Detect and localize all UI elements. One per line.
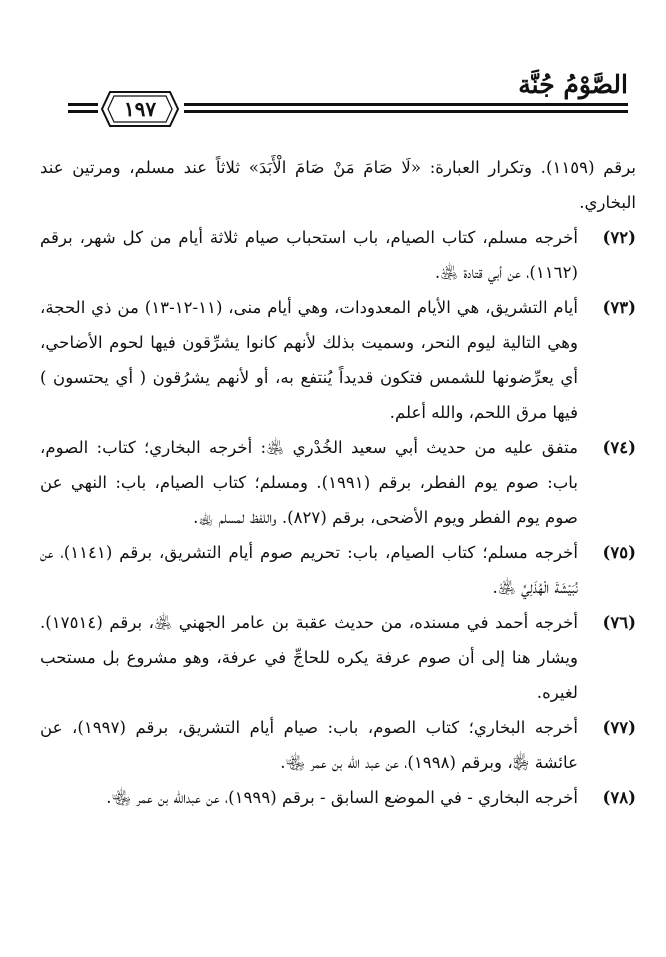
page-title: الصَّوْمُ جُنَّة bbox=[518, 70, 628, 99]
footnote-text: أخرجه أحمد في مسنده، من حديث عقبة بن عامر الجهني ﵁، برقم (١٧٥١٤). ويشار هنا إلى أن صوم عرفة يكره للحاجِّ في عرفة، وهو مشروع بل مستحب لغيره. bbox=[40, 613, 578, 702]
header-rule-left-lower bbox=[68, 110, 98, 113]
footnote-number: (٧٢) bbox=[602, 227, 636, 247]
page-number: ١٩٧ bbox=[123, 97, 157, 121]
intro-paragraph: برقم (١١٥٩). وتكرار العبارة: «لَا صَامَ مَنْ صَامَ الْأَبَدَ» ثلاثاً عند مسلم، ومرتين عند البخاري. bbox=[40, 158, 637, 212]
page-number-badge bbox=[100, 90, 180, 128]
footnote-74 bbox=[40, 430, 636, 535]
footnote-text: أخرجه البخاري - في الموضع السابق - برقم (١٩٩٩)، عن عبدالله بن عمر ﵄. bbox=[106, 788, 578, 807]
footnote-number: (٧٥) bbox=[602, 542, 636, 562]
header-rule-left bbox=[68, 103, 98, 106]
footnote-75 bbox=[40, 535, 636, 605]
footnote-text: أخرجه البخاري؛ كتاب الصوم، باب: صيام أيام التشريق، برقم (١٩٩٧)، عن عائشة ﵂، وبرقم (١٩٩٨)، عن عبد الله بن عمر ﵄. bbox=[40, 718, 578, 772]
footnote-text: أخرجه مسلم، كتاب الصيام، باب استحباب صيام ثلاثة أيام من كل شهر، برقم (١١٦٢)، عن أبي قتادة ﵁. bbox=[40, 228, 578, 282]
footnote-number: (٧٧) bbox=[602, 717, 636, 737]
footnote-number: (٧٣) bbox=[602, 297, 636, 317]
footnote-77 bbox=[40, 710, 636, 780]
footnotes-body bbox=[40, 150, 636, 815]
header-rule-right-lower bbox=[184, 110, 628, 113]
footnote-78 bbox=[40, 780, 636, 815]
footnote-number: (٧٨) bbox=[602, 787, 636, 807]
footnote-text: أيام التشريق، هي الأيام المعدودات، وهي أيام منى، (١١-١٢-١٣) من ذي الحجة، وهي التالية ليوم النحر، وسميت بذلك لأنهم كانوا يشرِّقون فيها لحوم الأضاحي، أي يعرِّضونها للشمس فتكون قديداً يُنتفع به، أو لأنهم يشرُقون ( أي يحتسون ) فيها مرق اللحم، والله أعلم. bbox=[40, 298, 578, 422]
header-rule-right bbox=[184, 103, 628, 106]
page-header bbox=[0, 70, 666, 130]
footnote-76 bbox=[40, 605, 636, 710]
footnote-number: (٧٦) bbox=[602, 612, 636, 632]
footnote-73 bbox=[40, 290, 636, 430]
footnote-72 bbox=[40, 220, 636, 290]
footnote-number: (٧٤) bbox=[602, 437, 636, 457]
footnote-text: أخرجه مسلم؛ كتاب الصيام، باب: تحريم صوم أيام التشريق، برقم (١١٤١)، عن نُبَيْشَةَ الْهُذَلِيِّ ﵁. bbox=[40, 543, 578, 597]
footnote-text: متفق عليه من حديث أبي سعيد الخُدْري ﵁: أخرجه البخاري؛ كتاب: الصوم، باب: صوم يوم الفطر، برقم (١٩٩١). ومسلم؛ كتاب الصيام، باب: النهي عن صوم يوم الفطر ويوم الأضحى، برقم (٨٢٧). واللفظ لمسلم ﵀. bbox=[40, 438, 578, 527]
